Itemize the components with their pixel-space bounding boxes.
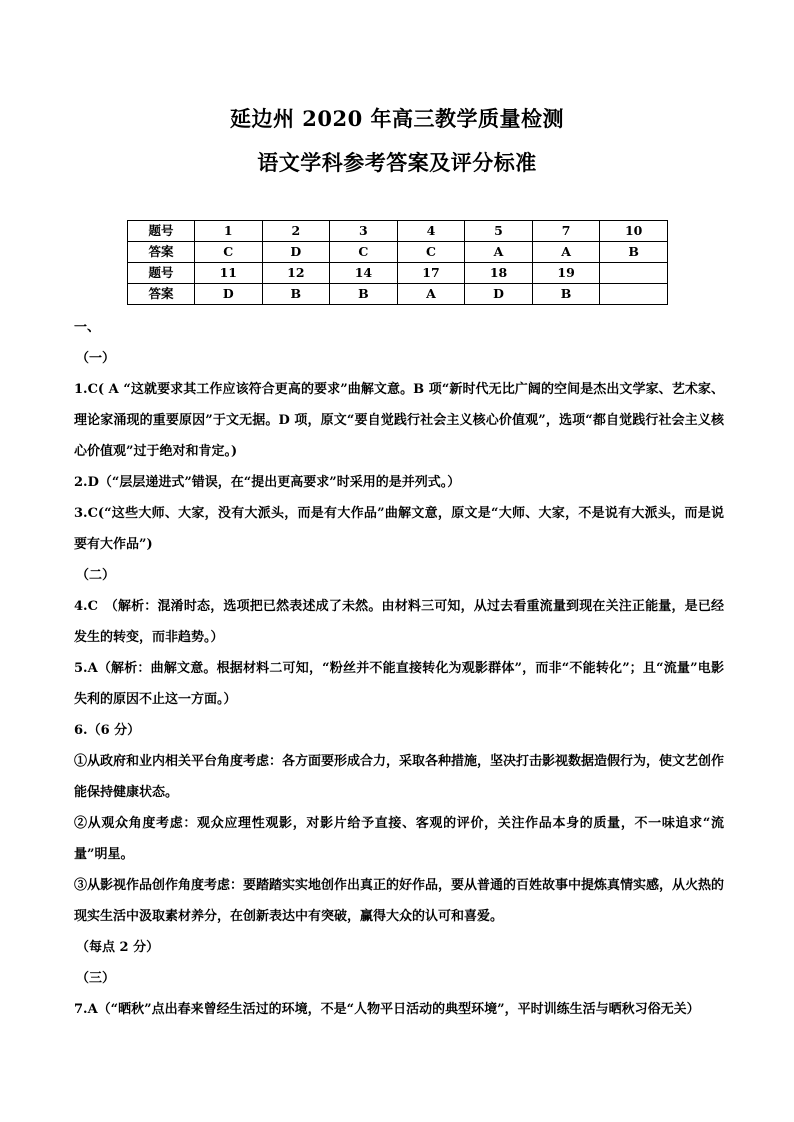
table-row [128,263,668,284]
table-cell: 19 [532,263,600,284]
table-cell: A [465,242,533,263]
section-heading: （一） [76,351,116,366]
section-heading: （二） [76,568,116,583]
table-cell [600,284,668,305]
document-title: 延边州 2020 年高三教学质量检测 [229,106,565,131]
table-cell: B [600,242,668,263]
table-cell [600,263,668,284]
table-cell: 1 [195,221,263,242]
table-row [128,221,668,242]
answer-paragraph: 4.C （解析：混淆时态，选项把已然表述成了未然。由材料三可知，从过去看重流量到现在关注正能量，是已经发生的转变，而非趋势。） [74,599,724,645]
answer-table [127,220,668,305]
table-cell: D [262,242,330,263]
table-cell: 12 [262,263,330,284]
table-cell: B [330,284,398,305]
table-cell: C [330,242,398,263]
answer-body [74,312,724,1025]
table-cell: 7 [532,221,600,242]
table-cell: 答案 [128,242,195,263]
table-cell: C [195,242,263,263]
table-cell: 17 [397,263,465,284]
table-cell: B [532,284,600,305]
table-cell: 11 [195,263,263,284]
table-cell: A [532,242,600,263]
answer-paragraph: ③从影视作品创作角度考虑：要踏踏实实地创作出真正的好作品，要从普通的百姓故事中提炼真情实感，从火热的现实生活中汲取素材养分，在创新表达中有突破，赢得大众的认可和喜爱。 [74,878,725,924]
table-cell: D [195,284,263,305]
table-cell: A [397,284,465,305]
table-cell: 答案 [128,284,195,305]
table-cell: C [397,242,465,263]
table-row [128,242,668,263]
answer-paragraph: 5.A（解析：曲解文意。根据材料二可知，“粉丝并不能直接转化为观影群体”，而非“不能转化”；且“流量”电影失利的原因不止这一方面。） [74,661,724,707]
answer-paragraph: 1.C( A “这就要求其工作应该符合更高的要求”曲解文意。B 项“新时代无比广阔的空间是杰出文学家、艺术家、理论家涌现的重要原因”于文无据。D 项，原文“要自觉践行社会主义核心价值观”，选项“都自觉践行社会主义核心价值观”过于绝对和肯定。) [74,382,724,459]
table-cell: 题号 [128,221,195,242]
table-cell: 5 [465,221,533,242]
table-cell: 4 [397,221,465,242]
answer-paragraph: ②从观众角度考虑：观众应理性观影，对影片给予直接、客观的评价，关注作品本身的质量，不一味追求“流量”明星。 [74,816,724,862]
answer-paragraph: 3.C(“这些大师、大家，没有大派头，而是有大作品”曲解文意，原文是“大师、大家，不是说有大派头，而是说要有大作品”) [74,506,724,552]
answer-paragraph: 7.A（“晒秋”点出春来曾经生活过的环境，不是“人物平日活动的典型环境”，平时训练生活与晒秋习俗无关） [74,1002,700,1017]
section-heading: （三） [76,971,116,986]
table-cell: 2 [262,221,330,242]
table-cell: 题号 [128,263,195,284]
answer-paragraph: 2.D（“层层递进式”错误，在“提出更高要求”时采用的是并列式。） [74,475,461,490]
table-cell: 3 [330,221,398,242]
document-subtitle: 语文学科参考答案及评分标准 [257,150,537,175]
table-cell: D [465,284,533,305]
answer-paragraph: 6.（6 分） [74,723,141,738]
scoring-note: （每点 2 分） [76,940,160,955]
table-cell: 18 [465,263,533,284]
answer-paragraph: ①从政府和业内相关平台角度考虑：各方面要形成合力，采取各种措施，坚决打击影视数据造假行为，使文艺创作能保持健康状态。 [74,754,725,800]
table-row [128,284,668,305]
table-cell: B [262,284,330,305]
part-heading: 一、 [74,320,101,335]
table-cell: 10 [600,221,668,242]
table-cell: 14 [330,263,398,284]
